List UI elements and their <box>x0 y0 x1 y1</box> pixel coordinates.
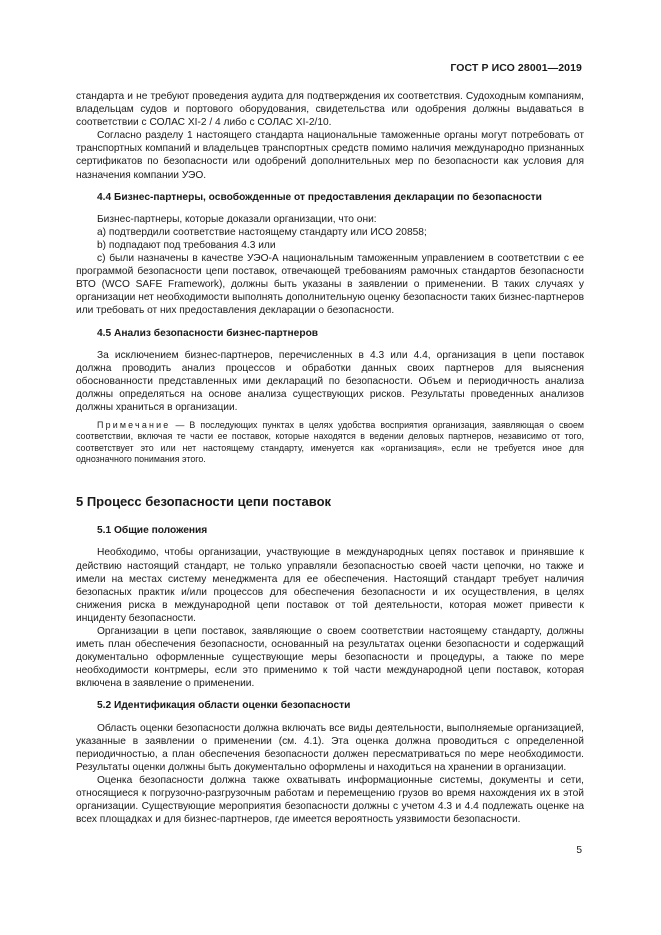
section-heading-5-2: 5.2 Идентификация области оценки безопасности <box>97 700 351 712</box>
note-label: Примечание <box>97 420 171 431</box>
section-heading-5: 5 Процесс безопасности цепи поставок <box>76 494 332 510</box>
document-body <box>76 90 584 826</box>
paragraph: За исключением бизнес-партнеров, перечисленных в 4.3 или 4.4, организация в цепи поставок должна проводить анализ процессов и обработки данных своих партнеров для выяснения обоснованности представленных ими деклараций по безопасности. Объем и периодичность анализа должны определяться на основе анализа существующих рисков. Результаты проведенных анализов должны храниться в организации. <box>76 349 584 413</box>
paragraph: Область оценки безопасности должна включать все виды деятельности, выполняемые организацией, указанные в заявлении о применении (см. 4.1). Эта оценка должна проводиться с определенной периодичностью, а план обеспечения безопасности должен пересматриваться по мере необходимости. Результаты оценки должны быть документально оформлены и находиться на хранении в организации. <box>76 722 584 773</box>
page-number: 5 <box>576 845 582 856</box>
list-item-c: c) были назначены в качестве УЭО-А национальным таможенным управлением в соответствии с ее программой безопасности цепи поставок, отвечающей требованиям рамочных стандартов безопасности ВТО (WCO SAFE Framework), должны быть указаны в заявлении о применении. В таких случаях у организации нет необходимости выполнять дополнительную оценку безопасности таких бизнес-партнеров или требовать от них предоставления декларации о безопасности. <box>76 253 584 317</box>
section-heading-4-5: 4.5 Анализ безопасности бизнес-партнеров <box>97 327 319 339</box>
paragraph: Оценка безопасности должна также охватывать информационные системы, документы и сети, относящиеся к погрузочно-разгрузочным работам и перемещению грузов во время нахождения их в этой организации. Существующие мероприятия безопасности должны с учетом 4.3 и 4.4 подлежать оценке на всех площадках и для бизнес-партнеров, где имеется вероятность уязвимости безопасности. <box>76 774 584 826</box>
paragraph: Организации в цепи поставок, заявляющие о своем соответствии настоящему стандарту, должны иметь план обеспечения безопасности, основанный на результатах оценки безопасности и содержащий документально оформленные существующие меры безопасности и процедуры, а также по мере необходимости контрмеры, если это применимо к той части международной цепи поставок, которая включена в заявление о применении. <box>76 626 584 690</box>
note <box>76 420 584 465</box>
paragraph: Необходимо, чтобы организации, участвующие в международных цепях поставок и принявшие к действию настоящий стандарт, не только управляли безопасностью своей части цепочки, но также и имели на местах систему менеджмента для ее обеспечения. Настоящий стандарт требует наличия безопасных практик и/или процессов для обеспечения безопасности и их осуществления, в целях снижения риска в международной цепи поставок от той деятельности, которая может привести к инциденту безопасности. <box>76 547 584 624</box>
list-item-b: b) подпадают под требования 4.3 или <box>97 239 276 251</box>
list-intro: Бизнес-партнеры, которые доказали организации, что они: <box>97 213 377 225</box>
paragraph-continuation: стандарта и не требуют проведения аудита для подтверждения их соответствия. Судоходным компаниям, владельцам судов и портового оборудования, свидетельства или одобрения должны выдаваться в соответствии с СОЛАС XI-2 / 4 либо с СОЛАС XI-2/10. <box>76 91 584 129</box>
list-item-a: a) подтвердили соответствие настоящему стандарту или ИСО 20858; <box>97 226 427 238</box>
section-heading-5-1: 5.1 Общие положения <box>97 525 208 537</box>
paragraph: Согласно разделу 1 настоящего стандарта национальные таможенные органы могут потребовать от транспортных компаний и владельцев транспортных средств помимо наличия международно признанных сертификатов по безопасности или одобрений дополнительных мер по безопасности как условия для назначения компании УЭО. <box>76 130 584 181</box>
note-text: — В последующих пунктах в целях удобства восприятия организация, заявляющая о своем соответствии, включая те части ее поставок, которые находятся в ведении деловых партнеров, независимо от того, соответствует это или нет настоящему стандарту, именуется как «организация», если не требуется иное для однозначного понимания этого. <box>76 420 584 464</box>
section-heading-4-4: 4.4 Бизнес-партнеры, освобожденные от предоставления декларации по безопасности <box>97 191 542 203</box>
document-id-header: ГОСТ Р ИСО 28001—2019 <box>450 62 582 74</box>
